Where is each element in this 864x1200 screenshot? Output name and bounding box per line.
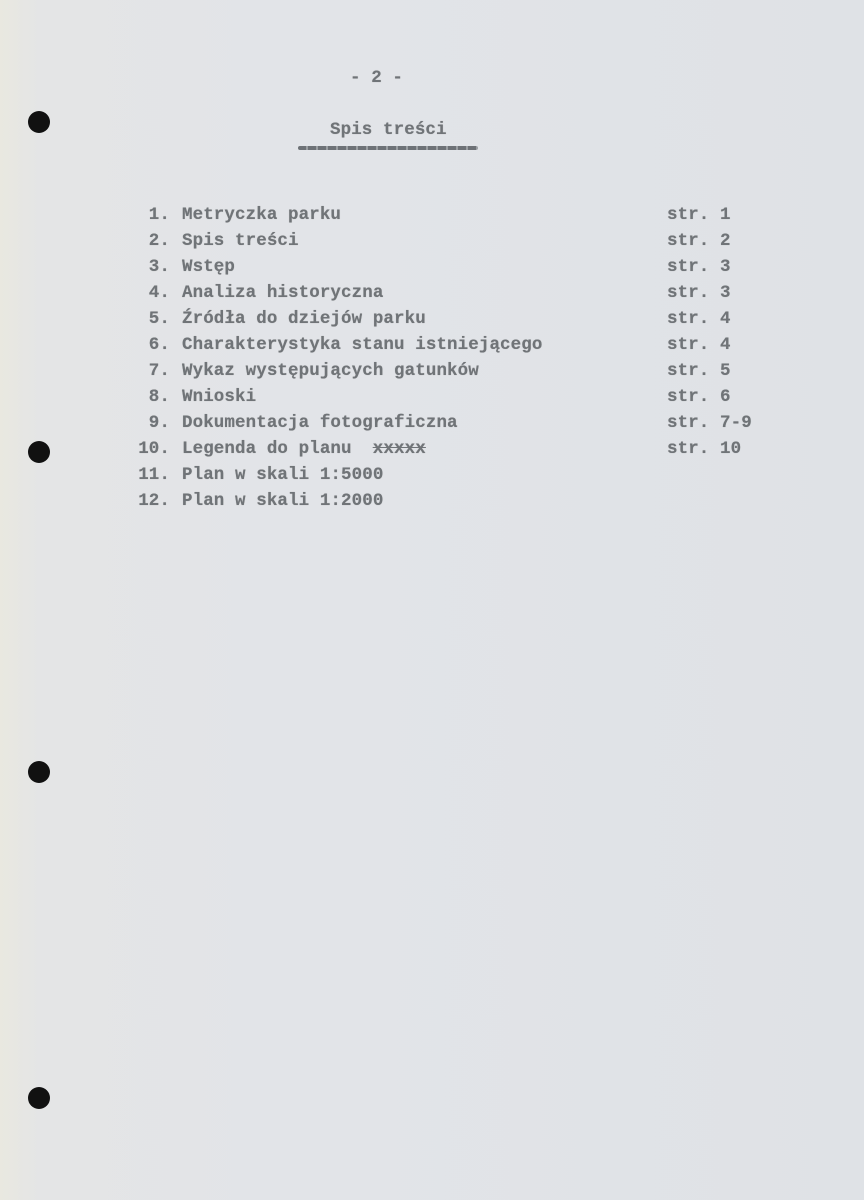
toc-page: str. 6: [667, 387, 731, 407]
toc-number: 10.: [138, 439, 170, 459]
toc-label: Wnioski: [182, 387, 257, 407]
toc-page: str. 7-9: [667, 413, 752, 433]
punch-hole: [28, 111, 50, 133]
toc-number: 2.: [148, 231, 170, 251]
toc-label: Wykaz występujących gatunków: [182, 361, 479, 381]
toc-number: 9.: [148, 413, 170, 433]
toc-label: Wstęp: [182, 257, 236, 277]
page-title: Spis treści: [330, 120, 447, 140]
toc-page: str. 1: [667, 205, 731, 225]
page-number: - 2 -: [350, 68, 404, 88]
title-underline: [298, 146, 478, 150]
toc-page: str. 5: [667, 361, 731, 381]
toc-struck-text: xxxxx: [372, 439, 426, 459]
toc-page: str. 10: [667, 439, 742, 459]
toc-page: str. 4: [667, 335, 731, 355]
toc-label: Charakterystyka stanu istniejącego: [182, 335, 543, 355]
toc-number: 12.: [138, 491, 170, 511]
toc-page: str. 3: [667, 283, 731, 303]
toc-label: Legenda do planu: [182, 439, 352, 459]
punch-hole: [28, 761, 50, 783]
punch-hole: [28, 1087, 50, 1109]
toc-number: 3.: [148, 257, 170, 277]
toc-page: str. 4: [667, 309, 731, 329]
toc-number: 11.: [138, 465, 170, 485]
toc-page: str. 3: [667, 257, 731, 277]
toc-number: 5.: [148, 309, 170, 329]
toc-label: Źródła do dziejów parku: [182, 309, 426, 329]
toc-label: Analiza historyczna: [182, 283, 384, 303]
toc-number: 4.: [148, 283, 170, 303]
toc-label: Plan w skali 1:2000: [182, 491, 384, 511]
toc-number: 7.: [148, 361, 170, 381]
toc-label: Spis treści: [182, 231, 299, 251]
toc-number: 8.: [148, 387, 170, 407]
toc-page: str. 2: [667, 231, 731, 251]
toc-label: Plan w skali 1:5000: [182, 465, 384, 485]
toc-number: 6.: [148, 335, 170, 355]
toc-label: Dokumentacja fotograficzna: [182, 413, 458, 433]
punch-hole: [28, 441, 50, 463]
toc-number: 1.: [148, 205, 170, 225]
toc-label: Metryczka parku: [182, 205, 342, 225]
